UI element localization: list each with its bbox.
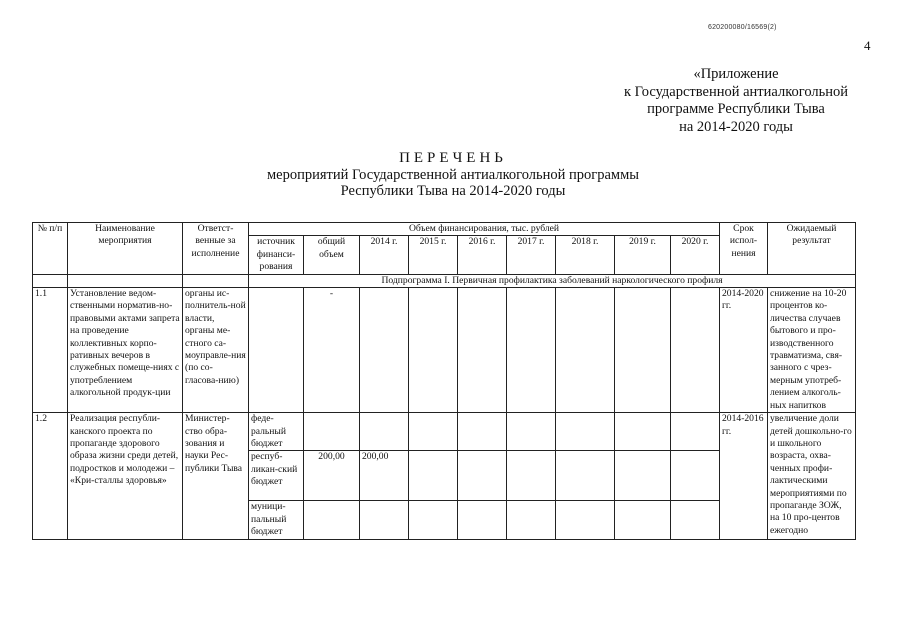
row-term: 2014-2016 гг.: [720, 413, 768, 539]
table-cell: [671, 288, 720, 413]
header-source: источник финанси-рования: [249, 236, 304, 274]
table-cell: [507, 501, 556, 539]
row-source: [249, 288, 304, 413]
header-year: 2017 г.: [507, 236, 556, 274]
title-line: мероприятий Государственной антиалкогольной программы: [266, 166, 640, 183]
measures-table: [32, 222, 856, 540]
row-name: Установление ведом-ственными норматив-но-правовыми актами запрета на проведение коллективных корпо-ративных вечеров в служебных помеще-ниях с употреблением алкогольной продук-ции: [68, 288, 183, 413]
row-total: [304, 413, 360, 451]
header-year: 2014 г.: [360, 236, 409, 274]
header-year: 2016 г.: [458, 236, 507, 274]
table-cell: [615, 413, 671, 451]
header-total: общий объем: [304, 236, 360, 274]
header-num: № п/п: [33, 223, 68, 275]
table-cell: [671, 501, 720, 539]
row-source: респуб-ликан-ский бюджет: [249, 451, 304, 501]
page-number: 4: [864, 38, 871, 53]
table-cell: [183, 274, 249, 287]
row-value-2014: [360, 501, 409, 539]
row-total: 200,00: [304, 451, 360, 501]
appendix-line: «Приложение: [693, 66, 779, 82]
row-value-2014: 200,00: [360, 451, 409, 501]
table-cell: [458, 501, 507, 539]
title-line: Республики Тыва на 2014-2020 годы: [340, 183, 566, 199]
table-row: [33, 413, 856, 451]
header-responsible: Ответст-венные за исполнение: [183, 223, 249, 275]
row-result: увеличение доли детей дошкольно-го и школьного возраста, охва-ченных профи-лактическими мероприятиями по пропаганде ЗОЖ, на 10 про-центов ежегодно: [768, 413, 856, 539]
header-term: Срок испол-нения: [720, 223, 768, 275]
table-cell: [556, 501, 615, 539]
row-term: 2014-2020 гг.: [720, 288, 768, 413]
header-result: Ожидаемый результат: [768, 223, 856, 275]
row-name: Реализация республи-канского проекта по пропаганде здорового образа жизни среди детей, подростков и молодежи – «Кри-сталлы здоровья»: [68, 413, 183, 539]
appendix-line: программе Республики Тыва: [647, 101, 825, 117]
appendix-line: к Государственной антиалкогольной: [623, 83, 849, 100]
row-num: 1.2: [33, 413, 68, 539]
document-id: 620200080/16569(2): [708, 24, 777, 31]
header-year: 2019 г.: [615, 236, 671, 274]
row-total: [304, 501, 360, 539]
table-row: [33, 288, 856, 413]
table-cell: [68, 274, 183, 287]
table-cell: [507, 288, 556, 413]
table-cell: [409, 288, 458, 413]
header-funding: Объем финансирования, тыс. рублей: [249, 223, 720, 236]
table-cell: [615, 288, 671, 413]
title-word: ПЕРЕЧЕНЬ: [399, 150, 507, 166]
row-source: феде-ральный бюджет: [249, 413, 304, 451]
table-cell: [458, 413, 507, 451]
table-cell: [360, 288, 409, 413]
header-year: 2018 г.: [556, 236, 615, 274]
table-cell: [556, 288, 615, 413]
table-cell: [615, 451, 671, 501]
table-cell: [671, 413, 720, 451]
table-cell: [409, 451, 458, 501]
table-cell: [671, 451, 720, 501]
appendix-heading: [601, 66, 871, 136]
row-total: -: [304, 288, 360, 413]
row-responsible: органы ис-полнитель-ной власти, органы ме-стного са-моуправле-ния (по со-гласова-нию): [183, 288, 249, 413]
subprogram-heading: Подпрограмма I. Первичная профилактика заболеваний наркологического профиля: [249, 274, 856, 287]
header-name: Наименование мероприятия: [68, 223, 183, 275]
table-cell: [33, 274, 68, 287]
row-value-2014: [360, 413, 409, 451]
table-cell: [458, 288, 507, 413]
table-cell: [409, 501, 458, 539]
table-cell: [458, 451, 507, 501]
row-result: снижение на 10-20 процентов ко-личества случаев бытового и про-изводственного травматизма, свя-занного с чрез-мерным употреб-лением алкоголь-ных напитков: [768, 288, 856, 413]
table-cell: [409, 413, 458, 451]
header-year: 2015 г.: [409, 236, 458, 274]
header-year: 2020 г.: [671, 236, 720, 274]
row-num: 1.1: [33, 288, 68, 413]
table-cell: [556, 413, 615, 451]
appendix-line: на 2014-2020 годы: [679, 118, 793, 135]
row-responsible: Министер-ство обра-зования и науки Рес-публики Тыва: [183, 413, 249, 539]
table-cell: [556, 451, 615, 501]
table-cell: [507, 413, 556, 451]
table-cell: [507, 451, 556, 501]
row-source: муници-пальный бюджет: [249, 501, 304, 539]
table-cell: [615, 501, 671, 539]
document-title: [247, 150, 659, 200]
